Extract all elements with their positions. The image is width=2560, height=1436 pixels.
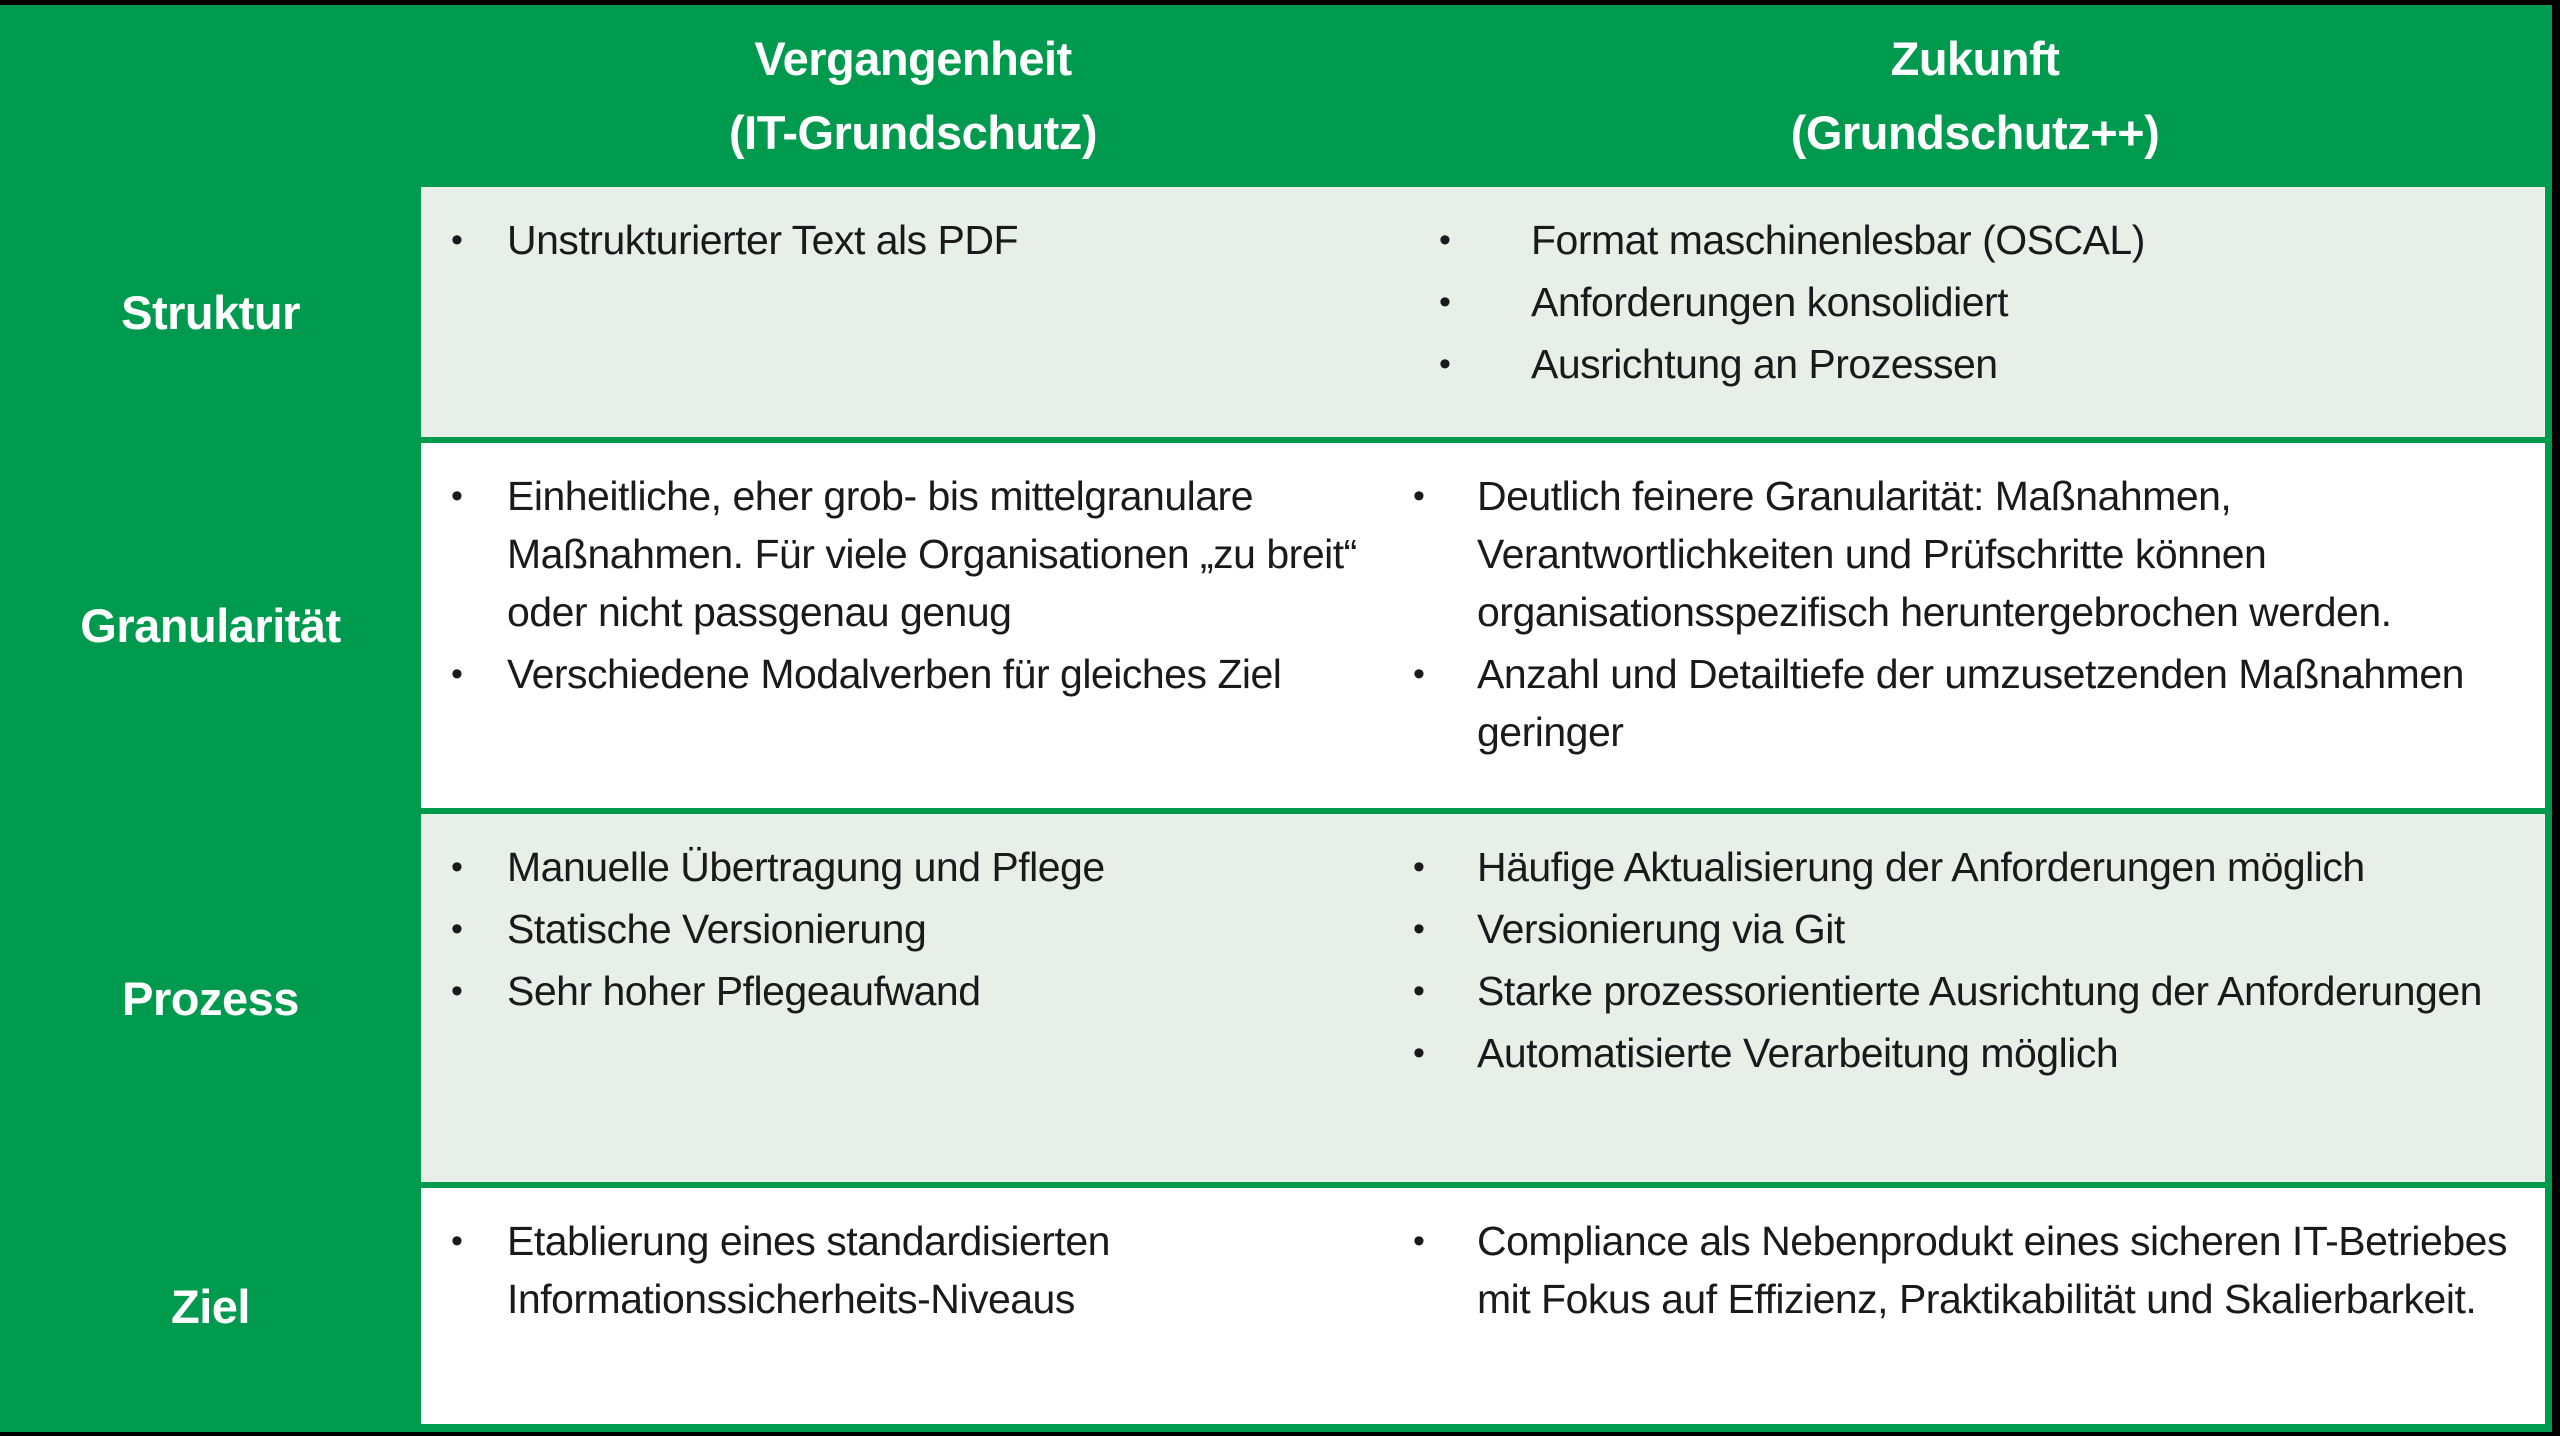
cell-prozess-future: [1405, 814, 2545, 1182]
cell-granularitaet-future: [1405, 443, 2545, 808]
bullet-text: Compliance als Nebenprodukt eines sicheren IT-Betriebes mit Fokus auf Effizienz, Praktikabilität und Skalierbarkeit.: [1477, 1218, 2507, 1322]
bullet-item: [1413, 962, 2517, 1020]
bullet-item: [451, 838, 1381, 896]
column-header-past: [421, 5, 1405, 187]
bullet-icon: •: [1413, 848, 1425, 886]
bullet-item: [451, 467, 1381, 641]
bullet-icon: •: [1413, 477, 1425, 515]
comparison-table: [0, 5, 2552, 1432]
bullet-icon: •: [1413, 655, 1425, 693]
bullet-item: [451, 900, 1381, 958]
row-label-granularitaet: Granularität: [80, 599, 341, 652]
bullet-text: Etablierung eines standardisierten Informationssicherheits-Niveaus: [507, 1218, 1110, 1322]
bullet-item: [1413, 838, 2517, 896]
column-header-future: [1405, 5, 2545, 187]
table-row-granularitaet: [0, 443, 2545, 808]
bullet-icon: •: [451, 477, 463, 515]
row-label-prozess: Prozess: [122, 971, 299, 1025]
row-label-struktur: Struktur: [121, 285, 300, 339]
bullet-text: Automatisierte Verarbeitung möglich: [1477, 1030, 2119, 1076]
cell-ziel-future: [1405, 1188, 2545, 1424]
bullet-icon: •: [1413, 1222, 1425, 1260]
bullet-icon: •: [451, 848, 463, 886]
cell-prozess-past: [421, 814, 1405, 1182]
bullet-icon: •: [451, 655, 463, 693]
bullet-text: Starke prozessorientierte Ausrichtung der Anforderungen: [1477, 968, 2482, 1014]
bullet-text: Format maschinenlesbar (OSCAL): [1531, 217, 2145, 263]
bullet-item: [1439, 335, 2517, 393]
bullet-icon: •: [451, 1222, 463, 1260]
bullet-item: [451, 962, 1381, 1020]
bullet-text: Deutlich feinere Granularität: Maßnahmen, Verantwortlichkeiten und Prüfschritte können organisationsspezifisch heruntergebrochen werden.: [1477, 473, 2392, 635]
bullet-text: Versionierung via Git: [1477, 906, 1845, 952]
column-header-future-line1: Zukunft: [1890, 32, 2060, 85]
bullet-icon: •: [1439, 345, 1451, 383]
bullet-item: [1413, 467, 2517, 641]
bullet-icon: •: [1439, 283, 1451, 321]
row-label-ziel: Ziel: [171, 1279, 250, 1333]
bullet-item: [1413, 645, 2517, 761]
cell-struktur-past: [421, 187, 1405, 437]
bullet-text: Einheitliche, eher grob- bis mittelgranulare Maßnahmen. Für viele Organisationen „zu breit“ oder nicht passgenau genug: [507, 473, 1357, 635]
bullet-text: Sehr hoher Pflegeaufwand: [507, 968, 981, 1014]
bullet-icon: •: [1413, 972, 1425, 1010]
column-header-past-line2: (IT-Grundschutz): [729, 106, 1097, 159]
table-header-row: [0, 5, 2545, 187]
bullet-item: [451, 1212, 1381, 1328]
bullet-icon: •: [451, 221, 463, 259]
cell-granularitaet-past: [421, 443, 1405, 808]
bullet-item: [1413, 900, 2517, 958]
bullet-item: [1413, 1212, 2517, 1328]
bullet-item: [1413, 1024, 2517, 1082]
bullet-item: [451, 645, 1381, 703]
bullet-icon: •: [1413, 910, 1425, 948]
bullet-text: Verschiedene Modalverben für gleiches Ziel: [507, 651, 1282, 697]
bullet-text: Unstrukturierter Text als PDF: [507, 217, 1019, 263]
bullet-item: [451, 211, 1381, 269]
bullet-text: Statische Versionierung: [507, 906, 927, 952]
table-row-struktur: [0, 187, 2545, 437]
bullet-text: Ausrichtung an Prozessen: [1531, 341, 1998, 387]
table-row-ziel: [0, 1188, 2545, 1424]
bullet-item: [1439, 211, 2517, 269]
bullet-icon: •: [1439, 221, 1451, 259]
bullet-icon: •: [451, 910, 463, 948]
bullet-item: [1439, 273, 2517, 331]
cell-struktur-future: [1405, 187, 2545, 437]
bullet-icon: •: [1413, 1034, 1425, 1072]
column-header-past-line1: Vergangenheit: [754, 32, 1072, 85]
table-body: [0, 187, 2545, 1424]
bullet-text: Häufige Aktualisierung der Anforderungen möglich: [1477, 844, 2365, 890]
bullet-text: Anforderungen konsolidiert: [1531, 279, 2009, 325]
table-row-prozess: [0, 814, 2545, 1182]
bullet-text: Manuelle Übertragung und Pflege: [507, 844, 1105, 890]
header-spacer: [0, 5, 421, 187]
bullet-icon: •: [451, 972, 463, 1010]
column-header-future-line2: (Grundschutz++): [1790, 106, 2160, 159]
bullet-text: Anzahl und Detailtiefe der umzusetzenden Maßnahmen geringer: [1477, 651, 2464, 755]
cell-ziel-past: [421, 1188, 1405, 1424]
